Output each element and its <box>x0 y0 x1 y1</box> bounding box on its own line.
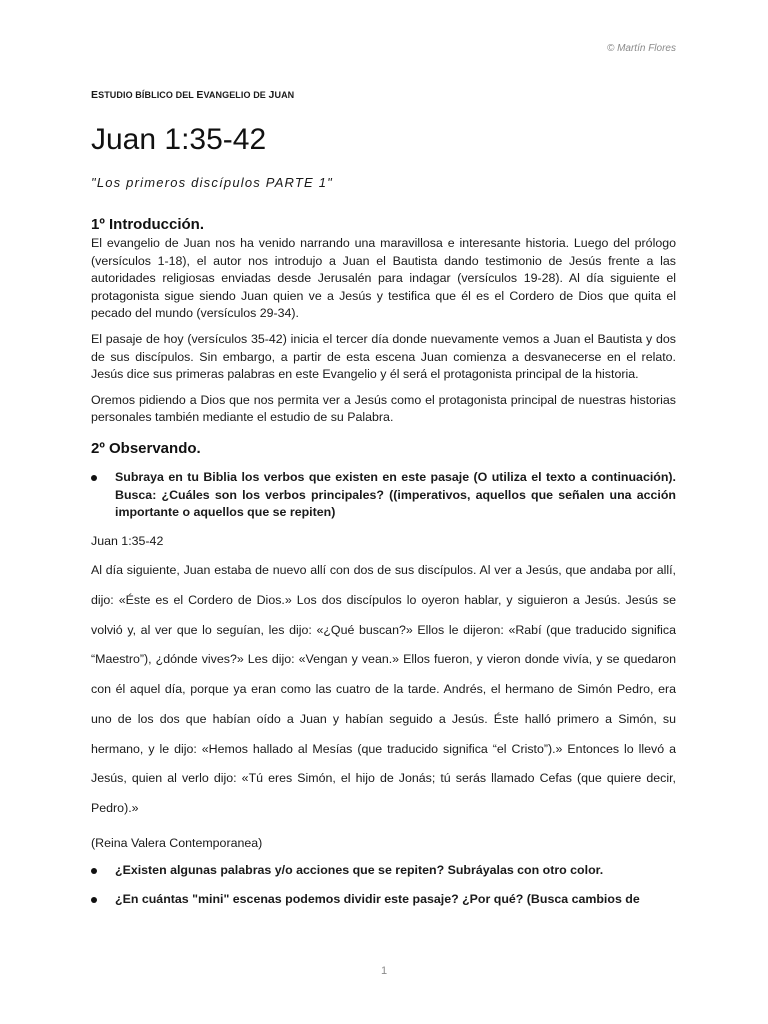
bullet-icon <box>91 475 97 481</box>
bible-version: (Reina Valera Contemporanea) <box>91 835 263 850</box>
list-item <box>91 891 676 909</box>
passage-reference: Juan 1:35-42 <box>91 533 164 548</box>
page-title: Juan 1:35-42 <box>91 123 267 156</box>
introduction-paragraph: El evangelio de Juan nos ha venido narrando una maravillosa e interesante historia. Luego del prólogo (versículos 1-18), el autor nos introdujo a Juan el Bautista dando testimonio de Jesús frente a las autoridades religiosas enviadas desde Jerusalén para indagar (versículos 19-28). Al día siguiente el protagonista sigue siendo Juan quien ve a Jesús y testifica que él es el Cordero de Dios que quita el pecado del mundo (versículos 29-34). <box>91 236 676 321</box>
introduction-paragraph: Oremos pidiendo a Dios que nos permita ver a Jesús como el protagonista principal de nuestras historias personales también mediante el estudio de su Palabra. <box>91 392 676 425</box>
introduction-heading: 1º Introducción. <box>91 216 204 233</box>
document-body <box>91 88 676 919</box>
instruction-list <box>91 469 676 522</box>
question-text: ¿Existen algunas palabras y/o acciones que se repiten? Subráyalas con otro color. <box>115 863 604 878</box>
bible-passage: Al día siguiente, Juan estaba de nuevo allí con dos de sus discípulos. Al ver a Jesús, que andaba por allí, dijo: «Éste es el Cordero de Dios.» Los dos discípulos lo oyeron hablar, y siguieron a Jesús. Jesús se volvió y, al ver que lo seguían, les dijo: «¿Qué buscan?» Ellos le dijeron: «Rabí (que traducido significa “Maestro”), ¿dónde vives?» Les dijo: «Vengan y vean.» Ellos fueron, y vieron donde vivía, y se quedaron con él aquel día, porque ya eran como las cuatro de la tarde. Andrés, el hermano de Simón Pedro, era uno de los dos que habían oído a Juan y habían seguido a Jesús. Éste halló primero a Simón, su hermano, y le dijo: «Hemos hallado al Mesías (que traducido significa “el Cristo”).» Entonces lo llevó a Jesús, quien al verlo dijo: «Tú eres Simón, el hijo de Jonás; tú serás llamado Cefas (que quiere decir, Pedro).» <box>91 563 676 815</box>
list-item <box>91 469 676 522</box>
series-title <box>91 88 676 102</box>
series-initial-e: E <box>91 89 99 101</box>
question-list <box>91 862 676 908</box>
series-initial-j: J <box>268 89 275 101</box>
series-text-studio: STUDIO BÍBLICO DEL <box>98 90 197 100</box>
instruction-text: Subraya en tu Biblia los verbos que existen en este pasaje (O utiliza el texto a continuación). Busca: ¿Cuáles son los verbos principales? ((imperativos, aquellos que señalen una acción importante o aquellos que se repiten) <box>115 469 676 520</box>
page-subtitle: "Los primeros discípulos PARTE 1" <box>91 175 333 190</box>
question-text: ¿En cuántas "mini" escenas podemos dividir este pasaje? ¿Por qué? (Busca cambios de <box>115 891 640 906</box>
introduction-paragraph: El pasaje de hoy (versículos 35-42) inicia el tercer día donde nuevamente vemos a Juan el Bautista y dos de sus discípulos. Sin embargo, a partir de esta escena Juan comienza a desvanecerse en el relato. Jesús dice sus primeras palabras en este Evangelio y él será el protagonista principal de la historia. <box>91 331 676 382</box>
page-number: 1 <box>380 965 388 977</box>
series-text-uan: UAN <box>274 90 295 100</box>
series-text-vangelio: VANGELIO DE <box>203 90 269 100</box>
series-initial-ev: E <box>196 89 204 101</box>
observing-heading: 2º Observando. <box>91 439 201 457</box>
bullet-icon <box>91 897 97 903</box>
list-item <box>91 862 676 880</box>
bullet-icon <box>91 868 97 874</box>
copyright-notice: © Martín Flores <box>606 43 676 54</box>
